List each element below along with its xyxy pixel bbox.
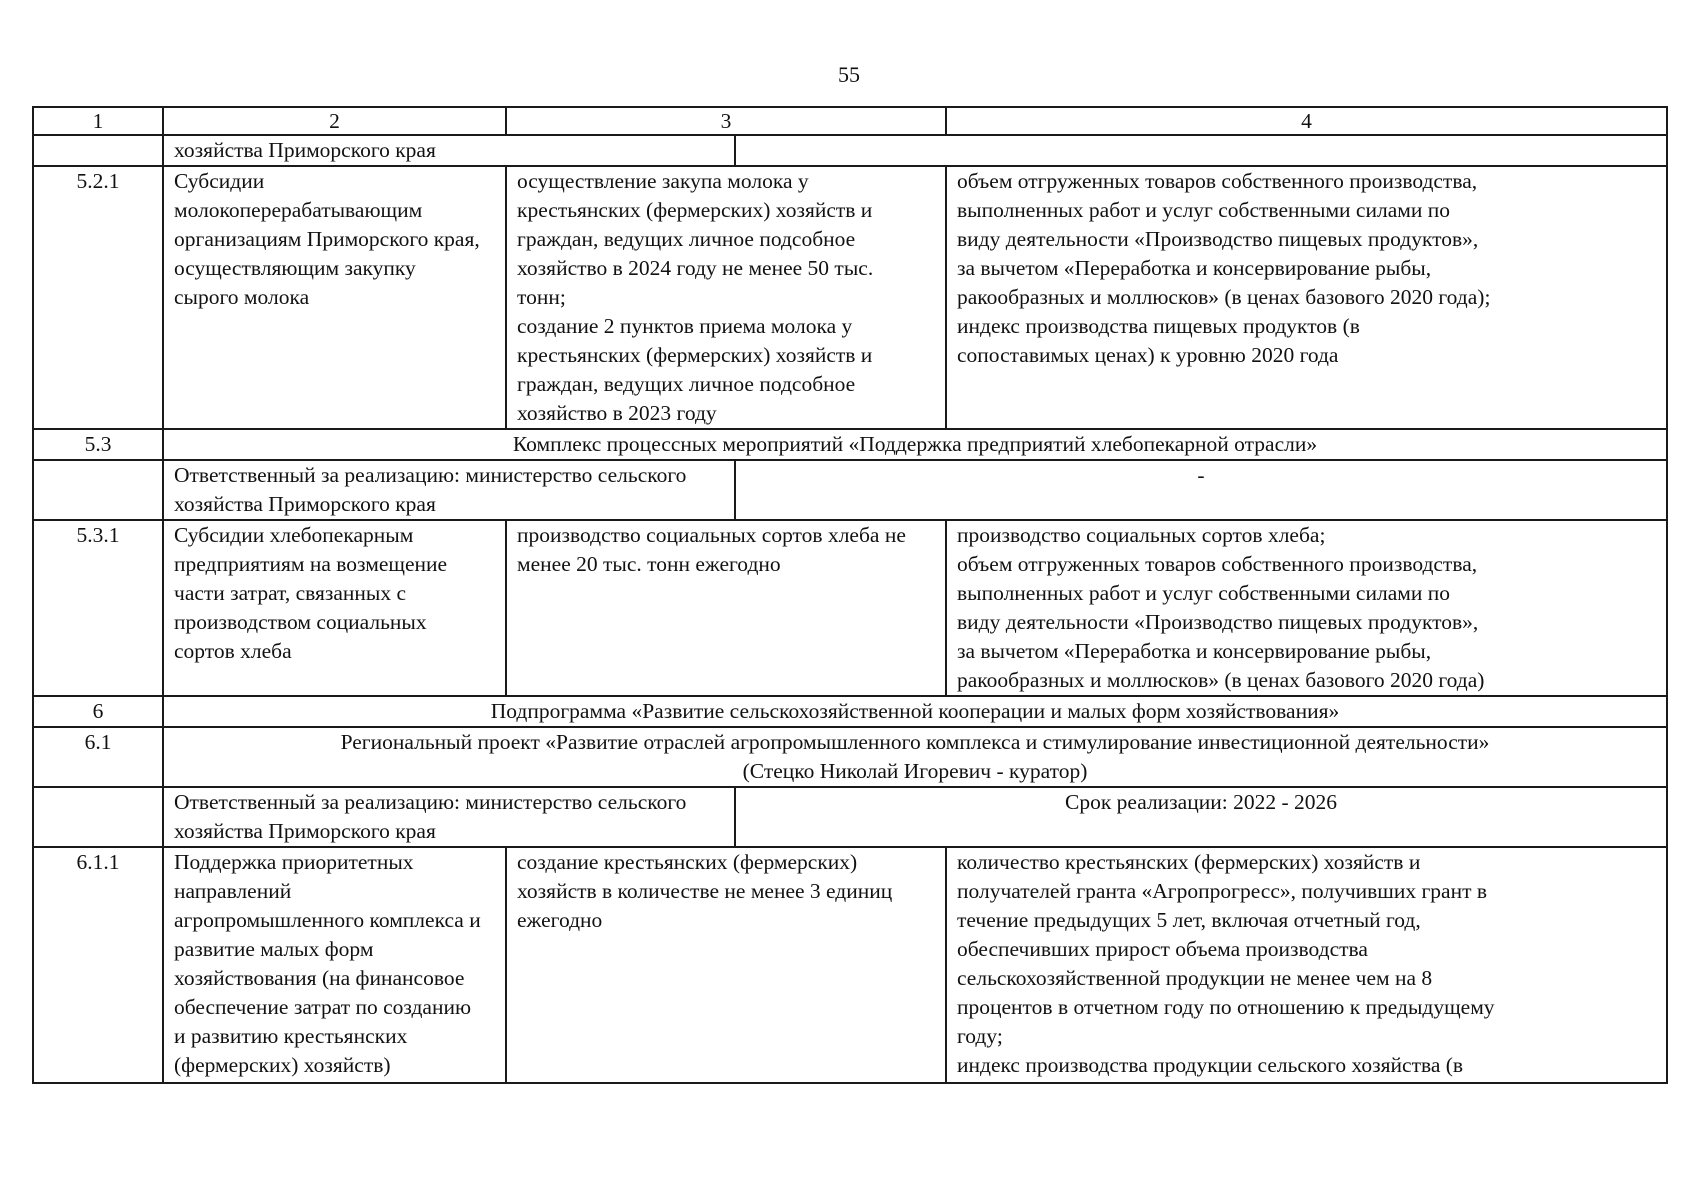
- task-name-cell: Поддержка приоритетных направлений агропромышленного комплекса и развитие малых форм хозяйствования (на финансовое обеспечение затрат по созданию и развитию крестьянских (фермерских) хозяйств): [163, 847, 506, 1083]
- indicator-cell: производство социальных сортов хлеба; объем отгруженных товаров собственного производства, выполненных работ и услуг собственными силами по виду деятельности «Производство пищевых продуктов», за вычетом «Переработка и консервирование рыбы, ракообразных и моллюсков» (в ценах базового 2020 года): [946, 520, 1667, 696]
- task-name-cell: Субсидии хлебопекарным предприятиям на возмещение части затрат, связанных с производством социальных сортов хлеба: [163, 520, 506, 696]
- column-number-row: [33, 107, 1667, 135]
- column-number-3: 3: [506, 107, 946, 135]
- term-cell: Срок реализации: 2022 - 2026: [735, 787, 1667, 847]
- indicator-cell: объем отгруженных товаров собственного производства, выполненных работ и услуг собственными силами по виду деятельности «Производство пищевых продуктов», за вычетом «Переработка и консервирование рыбы, ракообразных и моллюсков» (в ценах базового 2020 года); индекс производства пищевых продуктов (в сопоставимых ценах) к уровню 2020 года: [946, 166, 1667, 429]
- row-number: 5.3: [33, 429, 163, 460]
- table-row: [33, 787, 1667, 847]
- task-result-cell: осуществление закупа молока у крестьянских (фермерских) хозяйств и граждан, ведущих личное подсобное хозяйство в 2024 году не менее 50 тыс. тонн; создание 2 пунктов приема молока у крестьянских (фермерских) хозяйств и граждан, ведущих личное подсобное хозяйство в 2023 году: [506, 166, 946, 429]
- responsible-cell: Ответственный за реализацию: министерство сельского хозяйства Приморского края: [163, 787, 735, 847]
- section-row: [33, 429, 1667, 460]
- task-result-cell: производство социальных сортов хлеба не менее 20 тыс. тонн ежегодно: [506, 520, 946, 696]
- row-number-empty: [33, 135, 163, 166]
- column-number-4: 4: [946, 107, 1667, 135]
- table-row: [33, 460, 1667, 520]
- term-cell: -: [735, 460, 1667, 520]
- term-cell-empty: [735, 135, 1667, 166]
- column-number-1: 1: [33, 107, 163, 135]
- indicator-cell: количество крестьянских (фермерских) хозяйств и получателей гранта «Агропрогресс», получивших грант в течение предыдущих 5 лет, включая отчетный год, обеспечивших прирост объема производства сельскохозяйственной продукции не менее чем на 8 процентов в отчетном году по отношению к предыдущему году; индекс производства продукции сельского хозяйства (в: [946, 847, 1667, 1083]
- responsible-cell: хозяйства Приморского края: [163, 135, 735, 166]
- section-title: Комплекс процессных мероприятий «Поддержка предприятий хлебопекарной отрасли»: [163, 429, 1667, 460]
- row-number: 6.1: [33, 727, 163, 787]
- row-number: 6: [33, 696, 163, 727]
- responsible-cell: Ответственный за реализацию: министерство сельского хозяйства Приморского края: [163, 460, 735, 520]
- section-row: [33, 727, 1667, 787]
- row-number: 5.2.1: [33, 166, 163, 429]
- section-row: [33, 696, 1667, 727]
- task-name-cell: Субсидии молокоперерабатывающим организациям Приморского края, осуществляющим закупку сырого молока: [163, 166, 506, 429]
- program-table: [32, 106, 1668, 1084]
- row-number: 5.3.1: [33, 520, 163, 696]
- row-number-empty: [33, 460, 163, 520]
- row-number: 6.1.1: [33, 847, 163, 1083]
- table-row: [33, 847, 1667, 1083]
- task-result-cell: создание крестьянских (фермерских) хозяйств в количестве не менее 3 единиц ежегодно: [506, 847, 946, 1083]
- table-row: [33, 166, 1667, 429]
- section-title: Региональный проект «Развитие отраслей агропромышленного комплекса и стимулирование инвестиционной деятельности» (Стецко Николай Игоревич - куратор): [163, 727, 1667, 787]
- table-row: [33, 135, 1667, 166]
- column-number-2: 2: [163, 107, 506, 135]
- page-number: 55: [838, 62, 860, 87]
- table-row: [33, 520, 1667, 696]
- row-number-empty: [33, 787, 163, 847]
- section-title: Подпрограмма «Развитие сельскохозяйственной кооперации и малых форм хозяйствования»: [163, 696, 1667, 727]
